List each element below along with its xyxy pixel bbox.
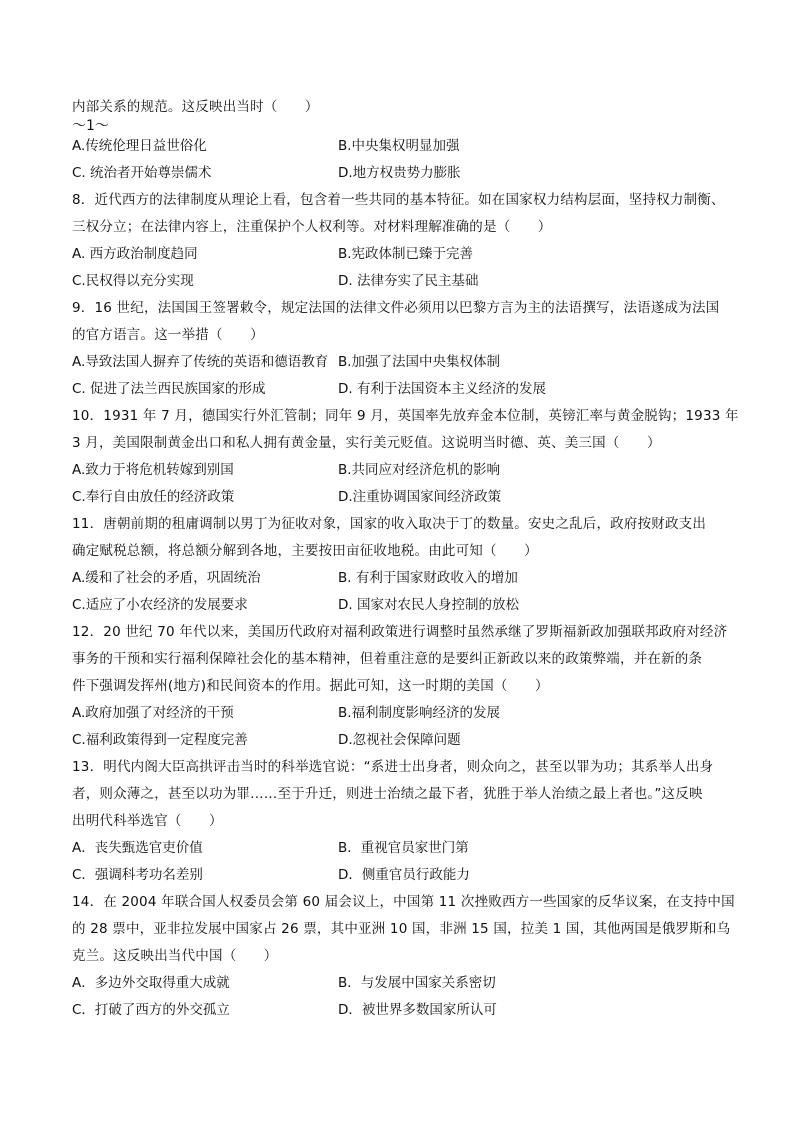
question-stem-line: 的 28 票中，亚非拉发展中国家占 26 票，其中亚洲 10 国，非洲 15 国，拉美 1 国，其他两国是俄罗斯和乌 xyxy=(72,921,731,937)
option-b: B．与发展中国家关系密切 xyxy=(338,975,496,991)
option-d: D. 国家对农民人身控制的放松 xyxy=(338,597,519,613)
options-row xyxy=(72,484,732,511)
option-c: C. 促进了法兰西民族国家的形成 xyxy=(72,381,266,397)
options-row xyxy=(72,241,732,268)
option-d: D.地方权贵势力膨胀 xyxy=(338,165,461,181)
question-stem-line: 10．1931 年 7 月，德国实行外汇管制；同年 9 月，英国率先放弃金本位制，英镑汇率与黄金脱钩；1933 年 xyxy=(72,408,739,424)
option-c: C.民权得以充分实现 xyxy=(72,273,194,289)
question-stem-line: 13．明代内阁大臣高拱评击当时的科举选官说：“系进士出身者，则众向之，甚至以罪为功；其系举人出身 xyxy=(72,759,714,775)
option-a: A．丧失甄选官吏价值 xyxy=(72,840,203,856)
option-d: D．被世界多数国家所认可 xyxy=(338,1002,497,1018)
options-row xyxy=(72,349,732,376)
options-row xyxy=(72,727,732,754)
options-row xyxy=(72,592,732,619)
option-d: D. 法律夯实了民主基础 xyxy=(338,273,479,289)
question-stem-line: 3 月，美国限制黄金出口和私人拥有黄金量，实行美元贬值。这说明当时德、英、美三国（ ） xyxy=(72,435,661,451)
option-d: D. 有利于法国资本主义经济的发展 xyxy=(338,381,546,397)
question-stem-line: 件下强调发挥州(地方)和民间资本的作用。据此可知，这一时期的美国（ ） xyxy=(72,678,549,694)
question-stem-line: 克兰。这反映出当代中国（ ） xyxy=(72,948,278,964)
page-number: ～1～ xyxy=(72,118,109,134)
options-row xyxy=(72,268,732,295)
option-a: A. 西方政治制度趋同 xyxy=(72,246,198,262)
exam-page xyxy=(72,94,739,1024)
options-row xyxy=(72,700,732,727)
question-7-options-row-1 xyxy=(72,133,732,160)
question-stem-line: 三权分立；在法律内容上，注重保护个人权利等。对材料理解准确的是（ ） xyxy=(72,219,552,235)
question-stem-line: 14．在 2004 年联合国人权委员会第 60 届会议上，中国第 11 次挫败西方一些国家的反华议案，在支持中国 xyxy=(72,894,735,910)
option-a: A.致力于将危机转嫁到别国 xyxy=(72,462,234,478)
options-row xyxy=(72,565,732,592)
question-stem-line: 出明代科举选官（ ） xyxy=(72,813,223,829)
options-row xyxy=(72,862,732,889)
option-a: A．多边外交取得重大成就 xyxy=(72,975,230,991)
options-row xyxy=(72,835,732,862)
question-7-stem-fragment: 内部关系的规范。这反映出当时（ ） xyxy=(72,99,319,115)
question-8 xyxy=(72,187,732,295)
option-a: A.缓和了社会的矛盾，巩固统治 xyxy=(72,570,261,586)
option-b: B.共同应对经济危机的影响 xyxy=(338,462,501,478)
option-c: C.适应了小农经济的发展要求 xyxy=(72,597,248,613)
option-c: C. 统治者开始尊崇儒术 xyxy=(72,165,212,181)
option-d: D.注重协调国家间经济政策 xyxy=(338,489,502,505)
option-a: A.传统伦理日益世俗化 xyxy=(72,138,207,154)
question-10 xyxy=(72,403,739,511)
option-a: A.政府加强了对经济的干预 xyxy=(72,705,234,721)
option-d: D.忽视社会保障问题 xyxy=(338,732,461,748)
option-b: B.加强了法国中央集权体制 xyxy=(338,354,501,370)
option-b: B.宪政体制已臻于完善 xyxy=(338,246,474,262)
option-c: C．强调科考功名差别 xyxy=(72,867,203,883)
option-a: A.导致法国人摒弃了传统的英语和德语教育 xyxy=(72,354,329,370)
question-stem-line: 8．近代西方的法律制度从理论上看，包含着一些共同的基本特征。如在国家权力结构层面，坚持权力制衡、 xyxy=(72,192,725,208)
question-14 xyxy=(72,889,735,1024)
options-row xyxy=(72,457,732,484)
option-c: C.奉行自由放任的经济政策 xyxy=(72,489,235,505)
question-stem-line: 的官方语言。这一举措（ ） xyxy=(72,327,264,343)
question-stem-line: 者，则众薄之，甚至以功为罪……至于升迁，则进士治绩之最下者，犹胜于举人治绩之最上者也。”这反映 xyxy=(72,786,703,802)
option-b: B.福利制度影响经济的发展 xyxy=(338,705,501,721)
option-b: B．重视官员家世门第 xyxy=(338,840,469,856)
question-stem-line: 11．唐朝前期的租庸调制以男丁为征收对象，国家的收入取决于丁的数量。安史之乱后，政府按财政支出 xyxy=(72,516,707,532)
option-c: C.福利政策得到一定程度完善 xyxy=(72,732,248,748)
question-11 xyxy=(72,511,732,619)
question-stem-line: 确定赋税总额，将总额分解到各地，主要按田亩征收地税。由此可知（ ） xyxy=(72,543,538,559)
question-stem-line: 12．20 世纪 70 年代以来，美国历代政府对福利政策进行调整时虽然承继了罗斯福新政加强联邦政府对经济 xyxy=(72,624,728,640)
options-row xyxy=(72,376,732,403)
question-stem-line: 9．16 世纪，法国国王签署敕令，规定法国的法律文件必须用以巴黎方言为主的法语撰写，法语遂成为法国 xyxy=(72,300,720,316)
option-c: C．打破了西方的外交孤立 xyxy=(72,1002,230,1018)
question-12 xyxy=(72,619,732,754)
question-stem-line: 事务的干预和实行福利保障社会化的基本精神，但着重注意的是要纠正新政以来的政策弊端，并在新的条 xyxy=(72,651,703,667)
option-d: D．侧重官员行政能力 xyxy=(338,867,470,883)
question-7-options-row-2 xyxy=(72,160,732,187)
options-row xyxy=(72,997,732,1024)
options-row xyxy=(72,970,732,997)
question-9 xyxy=(72,295,732,403)
question-13 xyxy=(72,754,732,889)
option-b: B. 有利于国家财政收入的增加 xyxy=(338,570,518,586)
option-b: B.中央集权明显加强 xyxy=(338,138,460,154)
